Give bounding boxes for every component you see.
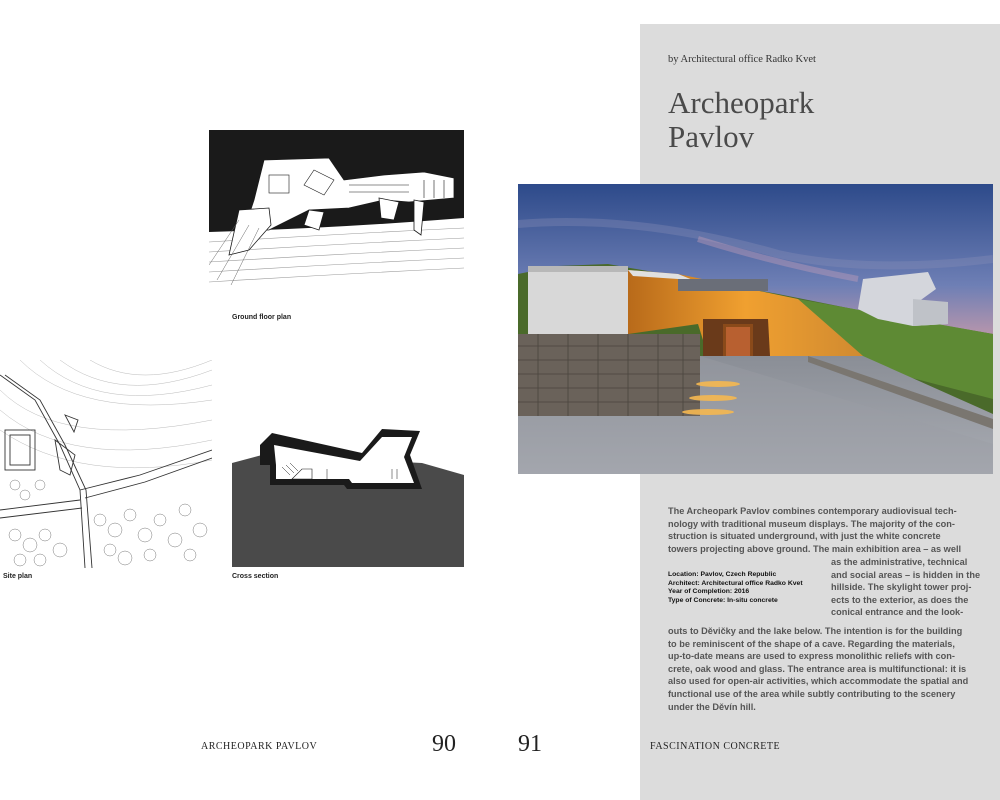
archeopark-photo [518,184,993,474]
site-plan-drawing [0,360,212,568]
body-line: outs to Děvičky and the lake below. The intention is for the building [668,626,963,636]
cross-section-caption: Cross section [232,573,279,580]
body-line: also used for open-air activities, which accommodate the spatial and [668,676,969,687]
cross-section-drawing [232,425,464,567]
site-plan-caption: Site plan [3,573,33,580]
fact-year: Year of Completion: 2016 [668,588,750,596]
project-facts [668,571,828,605]
fact-architect: Architect: Architectural office Radko Kvet [668,579,803,587]
body-line: up-to-date means are used to express monolithic reliefs with con- [668,651,955,662]
ground-floor-plan-drawing [209,130,464,290]
right-page-number: 91 [518,731,542,757]
body-line: as the administrative, technical [831,557,968,567]
fact-concrete-type: Type of Concrete: In-situ concrete [668,596,778,604]
body-line: nology with traditional museum displays. The majority of the con- [668,518,955,529]
byline: by Architectural office Radko Kvet [668,54,816,65]
body-text-narrow [831,556,991,619]
body-text-top [668,505,990,555]
left-page-number: 90 [432,731,456,757]
body-line: hillside. The skylight tower proj- [831,582,972,593]
fact-location: Location: Pavlov, Czech Republic [668,571,777,578]
right-footer-label: FASCINATION CONCRETE [650,741,781,752]
body-line: under the Děvín hill. [668,701,756,712]
body-line: functional use of the area while subtly contributing to the scenery [668,688,956,699]
body-line: struction is situated underground, with just the white concrete [668,531,941,542]
body-line: The Archeopark Pavlov combines contemporary audiovisual tech- [668,506,957,516]
body-line: and social areas – is hidden in the [831,569,981,580]
body-line: conical entrance and the look- [831,607,964,618]
page-title [668,86,988,154]
body-line: towers projecting above ground. The main exhibition area – as well [668,543,962,554]
body-line: ects to the exterior, as does the [831,594,969,605]
ground-floor-caption: Ground floor plan [232,314,292,321]
left-footer-label: ARCHEOPARK PAVLOV [201,741,318,752]
title-line-2: Pavlov [668,119,755,154]
title-line-1: Archeopark [668,85,815,120]
body-line: to be reminiscent of the shape of a cave. Regarding the materials, [668,638,955,649]
body-text-bottom [668,625,990,713]
body-line: crete, oak wood and glass. The entrance area is multifunctional: it is [668,663,967,674]
